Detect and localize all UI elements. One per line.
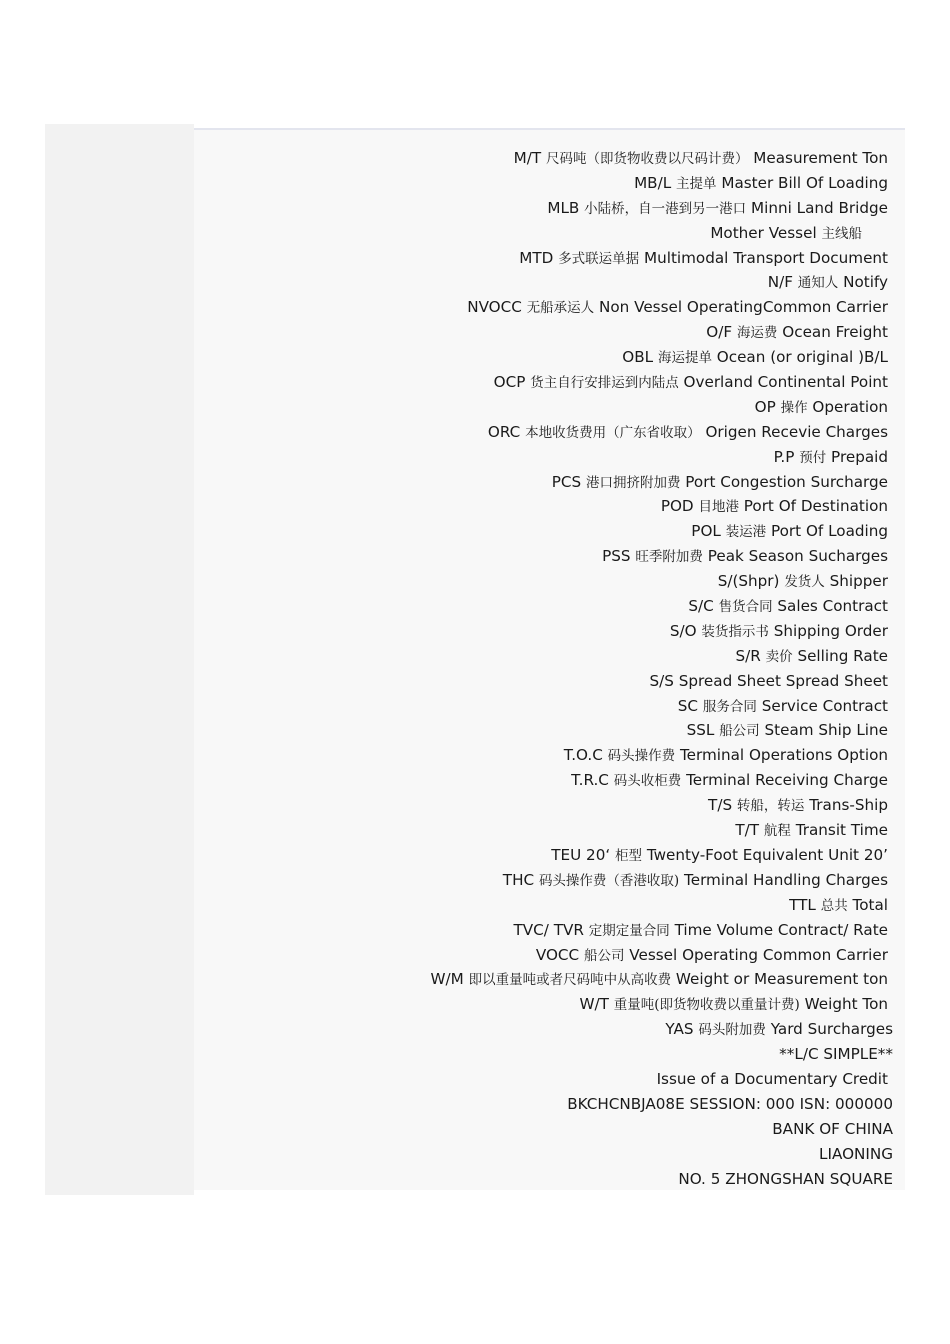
entry-chinese: 装货指示书 <box>701 623 769 640</box>
glossary-entry <box>431 345 888 370</box>
entry-chinese: 码头收柜费 <box>613 773 682 790</box>
entry-english: Twenty-Foot Equivalent Unit 20’ <box>646 845 888 864</box>
entry-chinese: 航程 <box>763 823 791 840</box>
glossary-entry <box>431 718 888 743</box>
glossary-lines <box>430 146 893 1191</box>
entry-english: Ocean Freight <box>782 323 888 342</box>
entry-code: Mother Vessel <box>710 223 817 242</box>
entry-code: TVC/ TVR <box>513 920 584 939</box>
entry-english: Sales Contract <box>777 597 888 616</box>
document-page <box>194 128 905 1190</box>
entry-english: Vessel Operating Common Carrier <box>629 945 888 964</box>
entry-chinese: 目地港 <box>698 499 739 516</box>
entry-chinese: 售货合同 <box>718 599 773 616</box>
glossary-entry <box>431 619 888 644</box>
glossary-entry <box>431 445 888 470</box>
entry-chinese: 卖价 <box>765 648 793 665</box>
entry-code: MTD <box>519 248 554 267</box>
entry-chinese: 操作 <box>780 399 808 416</box>
entry-english: Steam Ship Line <box>764 721 888 740</box>
entry-english: Terminal Handling Charges <box>684 870 888 889</box>
entry-code: S/R <box>735 646 761 665</box>
entry-code: O/F <box>706 323 733 342</box>
entry-code: YAS <box>665 1020 694 1039</box>
entry-code: S/C <box>688 597 714 616</box>
entry-chinese: 即以重量吨或者尺码吨中从高收费 <box>468 972 672 989</box>
entry-code: S/S Spread Sheet <box>649 671 781 690</box>
entry-chinese: 装运港 <box>725 524 767 541</box>
entry-code: S/(Shpr) <box>717 572 780 591</box>
entry-code: T/T <box>735 821 760 840</box>
glossary-entry <box>431 420 888 445</box>
entry-english: Shipping Order <box>773 621 888 640</box>
glossary-entry <box>431 768 888 793</box>
entry-code: W/M <box>430 970 464 989</box>
entry-english: Trans-Ship <box>809 796 888 815</box>
entry-chinese: 尺码吨（即货物收费以尺码计费） <box>545 151 749 167</box>
entry-code: VOCC <box>535 945 580 964</box>
glossary-entry <box>431 569 888 594</box>
entry-chinese: 柜型 <box>615 847 643 864</box>
entry-chinese: 多式联运单据 <box>558 250 640 267</box>
entry-english: Peak Season Sucharges <box>707 547 888 566</box>
lc-heading: **L/C SIMPLE** <box>779 1045 893 1064</box>
entry-code: OBL <box>622 348 654 367</box>
entry-chinese: 码头操作费 <box>607 748 676 765</box>
glossary-entry <box>431 967 888 992</box>
glossary-entry <box>431 644 888 669</box>
glossary-entry <box>431 992 888 1017</box>
left-margin-panel <box>45 124 194 1195</box>
entry-code: T/S <box>708 796 733 815</box>
entry-code: PSS <box>602 547 631 566</box>
entry-code: TTL <box>789 895 816 914</box>
entry-english: Port Of Loading <box>771 522 888 541</box>
glossary-entry <box>431 544 888 569</box>
entry-chinese: 港口拥挤附加费 <box>585 474 681 491</box>
entry-chinese: 海运费 <box>736 325 778 342</box>
entry-english: Weight Ton <box>804 995 888 1014</box>
entry-english: Selling Rate <box>797 646 888 665</box>
entry-code: MLB <box>547 198 580 217</box>
entry-code: SC <box>677 696 699 715</box>
glossary-entry <box>431 793 888 818</box>
entry-chinese: 码头附加费 <box>698 1022 766 1039</box>
entry-english: Terminal Receiving Charge <box>686 771 888 790</box>
entry-chinese: 重量吨(即货物收费以重量计费) <box>613 997 800 1014</box>
entry-code: N/F <box>767 273 793 292</box>
entry-chinese: 海运提单 <box>657 350 712 367</box>
entry-english: Port Of Destination <box>743 497 888 516</box>
entry-english: Terminal Operations Option <box>679 746 888 765</box>
entry-code: MB/L <box>634 173 672 192</box>
entry-english: Overland Continental Point <box>683 373 888 392</box>
glossary-entry <box>431 246 888 271</box>
glossary-entry <box>431 470 888 495</box>
glossary-entry <box>431 743 888 768</box>
entry-english: Origen Recevie Charges <box>705 422 888 441</box>
entry-english: Ocean (or original )B/L <box>716 348 888 367</box>
glossary-entry <box>431 893 888 918</box>
glossary-entry <box>431 818 888 843</box>
entry-code: T.O.C <box>563 746 603 765</box>
glossary-entry <box>431 519 888 544</box>
entry-chinese: 发货人 <box>784 574 825 591</box>
entry-chinese: 货主自行安排运到内陆点 <box>530 375 679 392</box>
entry-chinese: 无船承运人 <box>526 300 595 317</box>
entry-english: Time Volume Contract/ Rate <box>674 920 888 939</box>
entry-chinese: 旺季附加费 <box>635 549 703 566</box>
entry-code: THC <box>502 870 535 889</box>
entry-code: OCP <box>493 373 526 392</box>
glossary-entry <box>431 370 888 395</box>
glossary-entry <box>431 270 888 295</box>
glossary-entry <box>431 1017 893 1042</box>
entry-english: Master Bill Of Loading <box>721 173 888 192</box>
entry-code: OP <box>754 397 776 416</box>
glossary-entry <box>431 171 888 196</box>
lc-line: BANK OF CHINA <box>772 1119 893 1138</box>
entry-chinese: 码头操作费（香港收取) <box>538 872 680 889</box>
entry-code: S/O <box>669 621 697 640</box>
glossary-entry <box>431 320 888 345</box>
entry-english: Notify <box>843 273 888 292</box>
entry-chinese: 船公司 <box>583 947 625 964</box>
entry-english: Minni Land Bridge <box>751 198 888 217</box>
lc-line: BKCHCNBJA08E SESSION: 000 ISN: 000000 <box>567 1094 893 1113</box>
entry-english: Service Contract <box>761 696 888 715</box>
entry-code: P.P <box>773 447 795 466</box>
entry-code: SSL <box>686 721 715 740</box>
glossary-entry <box>431 494 888 519</box>
glossary-entry <box>431 918 888 943</box>
entry-chinese: 总共 <box>820 897 848 914</box>
entry-code: POD <box>660 497 694 516</box>
entry-english: Transit Time <box>795 821 888 840</box>
entry-code: TEU 20‘ <box>551 845 611 864</box>
lc-line: NO. 5 ZHONGSHAN SQUARE <box>678 1169 893 1188</box>
entry-english: Multimodal Transport Document <box>644 248 888 267</box>
glossary-entry <box>431 669 888 694</box>
entry-english: Total <box>852 895 888 914</box>
entry-chinese: 小陆桥，自一港到另一港口 <box>584 200 747 217</box>
glossary-entry <box>431 943 888 968</box>
entry-english: Spread Sheet <box>785 671 888 690</box>
entry-chinese: 主线船 <box>821 225 862 242</box>
entry-chinese: 通知人 <box>797 275 839 292</box>
glossary-entry <box>431 843 888 868</box>
entry-english: Prepaid <box>831 447 888 466</box>
glossary-entry <box>431 594 888 619</box>
lc-line: LIAONING <box>819 1144 893 1163</box>
glossary-entry <box>431 196 888 221</box>
entry-english: Measurement Ton <box>753 149 888 167</box>
glossary-entry <box>431 694 888 719</box>
entry-code: POL <box>691 522 721 541</box>
glossary-entry <box>431 868 888 893</box>
entry-chinese: 服务合同 <box>702 698 757 715</box>
entry-chinese: 定期定量合同 <box>588 922 670 939</box>
entry-code: T.R.C <box>571 771 609 790</box>
glossary-entry <box>431 146 888 171</box>
entry-chinese: 主提单 <box>676 175 717 192</box>
entry-code: NVOCC <box>467 298 522 317</box>
entry-code: W/T <box>579 995 609 1014</box>
entry-english: Yard Surcharges <box>770 1020 893 1039</box>
glossary-entry <box>431 295 888 320</box>
entry-chinese: 船公司 <box>719 723 760 740</box>
entry-english: Shipper <box>829 572 888 591</box>
entry-chinese: 本地收货费用（广东省收取） <box>525 424 701 441</box>
entry-chinese: 预付 <box>799 449 827 466</box>
entry-english: Operation <box>812 397 888 416</box>
entry-english: Non Vessel OperatingCommon Carrier <box>599 298 888 317</box>
glossary-entry <box>431 395 888 420</box>
entry-code: PCS <box>551 472 582 491</box>
lc-line: Issue of a Documentary Credit <box>656 1069 888 1088</box>
entry-english: Weight or Measurement ton <box>675 970 888 989</box>
entry-code: M/T <box>513 149 542 167</box>
glossary-entry <box>431 221 862 246</box>
entry-chinese: 转船，转运 <box>736 798 805 815</box>
entry-english: Port Congestion Surcharge <box>685 472 888 491</box>
entry-code: ORC <box>487 422 521 441</box>
